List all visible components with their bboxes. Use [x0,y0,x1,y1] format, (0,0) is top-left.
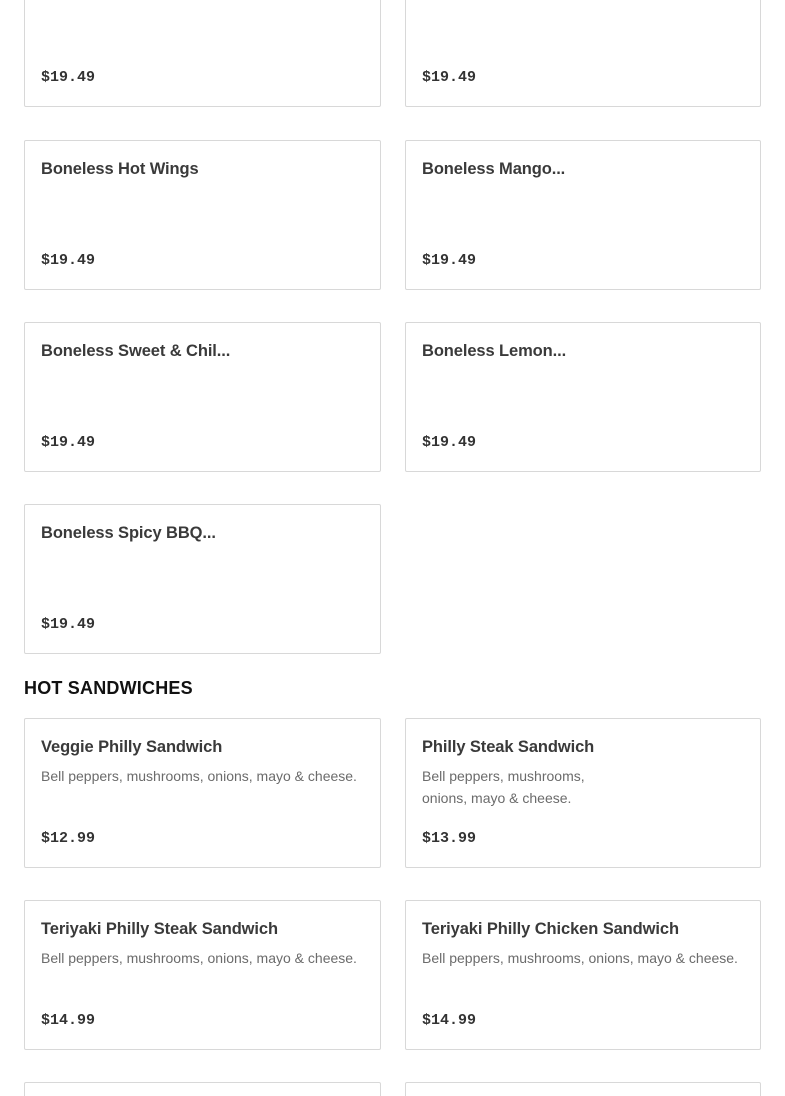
menu-item-card[interactable] [24,900,381,1050]
item-name: Boneless Mango... [422,160,566,178]
menu-item-card[interactable] [405,322,761,472]
menu-item-card[interactable] [24,1082,381,1096]
item-price: $19.49 [41,616,96,633]
menu-item-card[interactable] [24,504,381,654]
item-name: Veggie Philly Sandwich [41,738,223,756]
item-price: $19.49 [422,252,477,269]
item-name: Boneless Lemon... [422,342,567,360]
item-name: Teriyaki Philly Chicken Sandwich [422,920,679,938]
item-name: Boneless Spicy BBQ... [41,524,216,542]
item-price: $19.49 [422,434,477,451]
menu-item-card[interactable] [24,140,381,290]
item-description: Bell peppers, mushrooms, onions, mayo & cheese. [422,768,585,806]
item-price: $14.99 [422,1012,477,1029]
menu-item-card[interactable] [405,900,761,1050]
item-description: Bell peppers, mushrooms, onions, mayo & cheese. [41,950,357,966]
item-name: Boneless Hot Wings [41,160,199,178]
section-title-hot-sandwiches: HOT SANDWICHES [24,678,193,698]
menu-item-card[interactable] [405,1082,761,1096]
item-price: $19.49 [41,434,96,451]
item-name: Teriyaki Philly Steak Sandwich [41,920,278,938]
item-price: $14.99 [41,1012,96,1029]
item-name: Boneless Sweet & Chil... [41,342,231,360]
item-price: $19.49 [41,252,96,269]
menu-item-card[interactable] [24,0,381,107]
menu-item-card[interactable] [24,718,381,868]
menu-item-card[interactable] [405,718,761,868]
menu-item-card[interactable] [405,140,761,290]
menu-item-card[interactable] [24,322,381,472]
item-price: $19.49 [41,69,96,86]
item-description: Bell peppers, mushrooms, onions, mayo & cheese. [422,950,738,966]
item-description: Bell peppers, mushrooms, onions, mayo & cheese. [41,768,357,784]
item-price: $13.99 [422,830,477,847]
item-price: $12.99 [41,830,96,847]
item-price: $19.49 [422,69,477,86]
menu-item-card[interactable] [405,0,761,107]
item-name: Philly Steak Sandwich [422,738,595,756]
